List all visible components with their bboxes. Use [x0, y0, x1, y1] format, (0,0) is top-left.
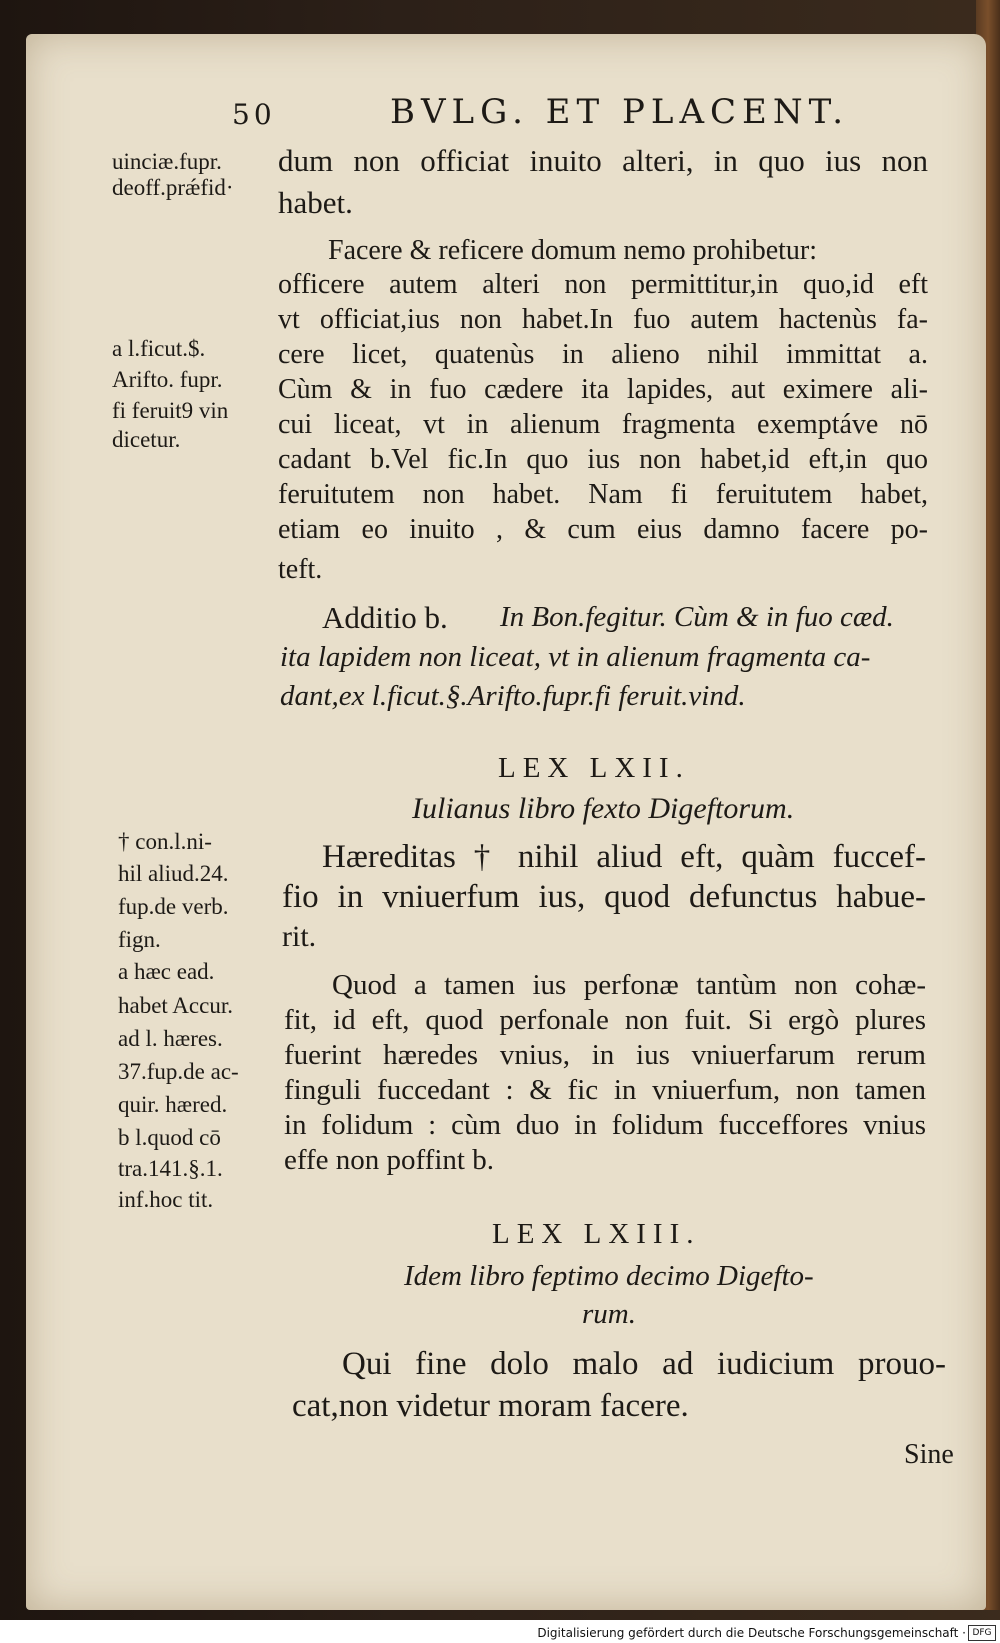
text-line: fit, id eft, quod perfonale non fuit. Si ergò plures [284, 1004, 926, 1036]
text-line: Qui fine dolo malo ad iudicium prouo- [342, 1346, 946, 1382]
section-subheading: rum. [582, 1298, 636, 1330]
text-line: Cùm & in fuo cædere ita lapides, aut eximere ali- [278, 374, 928, 405]
additio-line: ita lapidem non liceat, vt in alienum fragmenta ca- [280, 641, 871, 673]
text-line: Hæreditas † nihil aliud eft, quàm fuccef- [322, 839, 926, 875]
margin-note: inf.hoc tit. [118, 1187, 214, 1212]
margin-note: Arifto. fupr. [112, 367, 223, 392]
margin-note: habet Accur. [118, 993, 233, 1018]
text-line: finguli fuccedant : & fic in vniuerfum, non tamen [284, 1074, 926, 1106]
margin-note: dicetur. [112, 427, 181, 452]
text-line: cere licet, quatenùs in alieno nihil immittat a. [278, 339, 928, 370]
text-line: Quod a tamen ius perfonæ tantùm non cohæ- [332, 969, 926, 1001]
additio-label: Additio b. [322, 600, 448, 635]
text-line: feruitutem non habet. Nam fi feruitutem habet, [278, 479, 928, 510]
section-heading: LEX LXIII. [492, 1218, 701, 1250]
text-line: cat,non videtur moram facere. [292, 1388, 689, 1424]
text-line: Facere & reficere domum nemo prohibetur: [328, 235, 818, 266]
text-line: teft. [278, 554, 323, 585]
text-line: in folidum : cùm duo in folidum fucceffores vnius [284, 1109, 926, 1141]
text-line: cui liceat, vt in alienum fragmenta exemptáve nō [278, 409, 928, 440]
text-line: officere autem alteri non permittitur,in quo,id eft [278, 269, 928, 300]
margin-note: fi feruit9 vin [112, 398, 229, 423]
additio-line: dant,ex l.ficut.§.Arifto.fupr.fi feruit.vind. [280, 680, 746, 712]
margin-note: uinciæ.fupr. [112, 149, 222, 174]
page-number: 50 [232, 98, 276, 131]
margin-note: fign. [118, 927, 161, 952]
additio-line: In Bon.fegitur. Cùm & in fuo cæd. [500, 601, 894, 633]
text-line: rit. [282, 920, 317, 953]
text-line: dum non officiat inuito alteri, in quo ius non [278, 143, 928, 178]
text-line: effe non poffint b. [284, 1144, 494, 1176]
text-line: habet. [278, 185, 353, 220]
margin-note: a l.ficut.$. [112, 336, 206, 361]
catchword: Sine [904, 1439, 954, 1470]
text-line: fuerint hæredes vnius, in ius vniuerfarum rerum [284, 1039, 926, 1071]
margin-note: tra.141.§.1. [118, 1156, 223, 1181]
margin-note: hil aliud.24. [118, 861, 229, 886]
section-subheading: Idem libro feptimo decimo Digefto- [404, 1260, 814, 1292]
section-subheading: Iulianus libro fexto Digeftorum. [412, 792, 795, 825]
margin-note: b l.quod cō [118, 1125, 221, 1150]
margin-note: deoff.prǽfid· [112, 175, 234, 200]
section-heading: LEX LXII. [498, 752, 690, 784]
margin-note: 37.fup.de ac- [118, 1059, 239, 1084]
margin-note: † con.l.ni- [118, 829, 212, 854]
text-line: vt officiat,ius non habet.In fuo autem hactenùs fa- [278, 304, 928, 335]
dfg-logo: DFG [968, 1625, 996, 1641]
margin-note: fup.de verb. [118, 894, 229, 919]
text-line: etiam eo inuito , & cum eius damno facere po- [278, 514, 928, 545]
margin-note: quir. hæred. [118, 1092, 228, 1117]
running-title: BVLG. ET PLACENT. [390, 92, 850, 132]
text-line: fio in vniuerfum ius, quod defunctus habue- [282, 879, 926, 915]
text-line: cadant b.Vel fic.In quo ius non habet,id eft,in quo [278, 444, 928, 475]
margin-note: ad l. hæres. [118, 1026, 223, 1051]
margin-note: a hæc ead. [118, 959, 215, 984]
funding-notice: Digitalisierung gefördert durch die Deutsche Forschungsgemeinschaft · [537, 1626, 966, 1640]
